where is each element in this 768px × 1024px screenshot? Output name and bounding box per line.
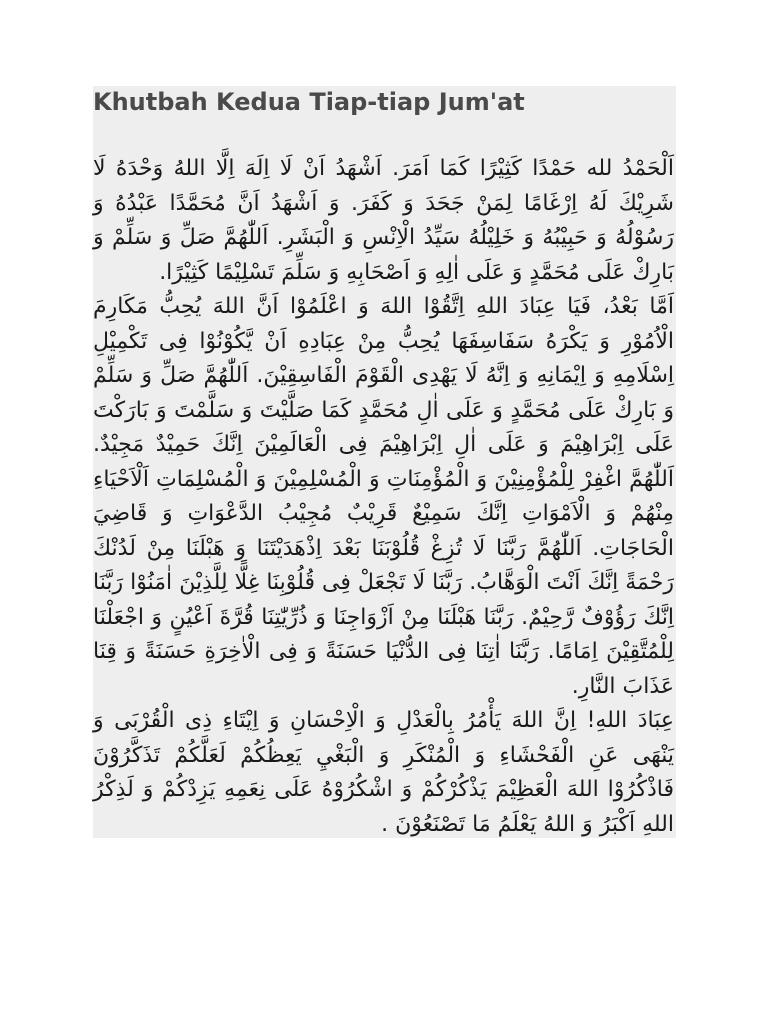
paragraph-closing: عِبَادَ اللهِ! اِنَّ اللهَ يَأْمُرُ بِالْعَدْلِ وَ الْاِحْسَانِ وَ اِيْتَاءِ ذِى الْقُرْبَى وَ يَنْهَى عَنِ الْفَحْشَاءِ وَ الْمُنْكَرِ وَ الْبَغْيِ يَعِظُكُمْ لَعَلَّكُمْ تَذَكَّرُوْنَ فَاذْكُرُوْا اللهَ الْعَظِيْمَ يَذْكُرْكُمْ وَ اشْكُرُوْهُ عَلَى نِعَمِهِ يَزِدْكُمْ وَ لَذِكْرُ اللهِ اَكْبَرُ وَ اللهُ يَعْلَمُ مَا تَصْنَعُوْنَ . — [93, 708, 674, 837]
document-body — [93, 152, 674, 842]
paragraph-opening: اَلْحَمْدُ لله حَمْدًا كَثِيْرًا كَمَا اَمَرَ. اَشْهَدُ اَنْ لَا اِلَهَ اِلَّا اللهُ وَحْدَهُ لَا شَرِيْكَ لَهُ اِرْغَامًا لِمَنْ جَحَدَ وَ كَفَرَ. وَ اَشْهَدُ اَنَّ مُحَمَّدًا عَبْدُهُ وَ رَسُوْلُهُ وَ حَبِيْبُهُ وَ خَلِيْلُهُ سَيِّدُ الْاِنْسِ وَ الْبَشَرِ. اَللّٰهُمَّ صَلِّ وَ سَلِّمْ وَ بَارِكْ عَلَى مُحَمَّدٍ وَ عَلَى اٰلِهِ وَ اَصْحَابِهِ وَ سَلِّمَ تَسْلِيْمًا كَثِيْرًا. — [93, 156, 674, 285]
document-panel — [93, 86, 676, 838]
document-title: Khutbah Kedua Tiap-tiap Jum'at — [93, 88, 525, 116]
paragraph-main: اَمَّا بَعْدُ، فَيَا عِبَادَ اللهِ اِتَّقُوْا اللهَ وَ اعْلَمُوْا اَنَّ اللهَ يُحِبُّ مَكَارِمَ الْاُمُوْرِ وَ يَكْرَهُ سَفَاسِفَهَا يُحِبُّ مِنْ عِبَادِهِ اَنْ يَّكُوْنُوْا فِى تَكْمِيْلِ اِسْلَامِهِ وَ اِيْمَانِهِ وَ اِنَّهُ لَا يَهْدِى الْقَوْمَ الْفَاسِقِيْنَ. اَللّٰهُمَّ صَلِّ وَ سَلِّمْ وَ بَارِكْ عَلَى مُحَمَّدٍ وَ عَلَى اٰلِ مُحَمَّدٍ كَمَا صَلَّيْتَ وَ سَلَّمْتَ وَ بَارَكْتَ عَلَى اِبْرَاهِيْمَ وَ عَلَى اٰلِ اِبْرَاهِيْمَ فِى الْعَالَمِيْنَ اِنَّكَ حَمِيْدٌ مَجِيْدٌ. اَللّٰهُمَّ اغْفِرْ لِلْمُؤْمِنِيْنَ وَ الْمُؤْمِنَاتِ وَ الْمُسْلِمِيْنَ وَ الْمُسْلِمَاتِ اَلْاَحْيَاءِ مِنْهُمْ وَ الْاَمْوَاتِ اِنَّكَ سَمِيْعٌ قَرِيْبٌ مُجِيْبُ الدَّعْوَاتِ وَ قَاضِيَ الْحَاجَاتِ. اَللّٰهُمَّ رَبَّنَا لَا تُزِغْ قُلُوْبَنَا بَعْدَ اِذْهَدَيْتَنَا وَ هَبْلَنَا مِنْ لَدُنْكَ رَحْمَةً اِنَّكَ اَنْتَ الْوَهَّابُ. رَبَّنَا لَا تَجْعَلْ فِى قُلُوْبِنَا غِلًّا لِلَّذِيْنَ اٰمَنُوْا رَبَّنَا اِنَّكَ رَؤُوْفٌ رَّحِيْمٌ. رَبَّنَا هَبْلَنَا مِنْ اَزْوَاجِنَا وَ ذُرِّيّٰتِنَا قُرَّةَ اَعْيُنٍ وَ اجْعَلْنَا لِلْمُتَّقِيْنَ اِمَامًا. رَبَّنَا اٰتِنَا فِى الدُّنْيَا حَسَنَةً وَ فِى الْاٰخِرَةِ حَسَنَةً وَ قِنَا عَذَابَ النَّارِ. — [93, 294, 674, 699]
